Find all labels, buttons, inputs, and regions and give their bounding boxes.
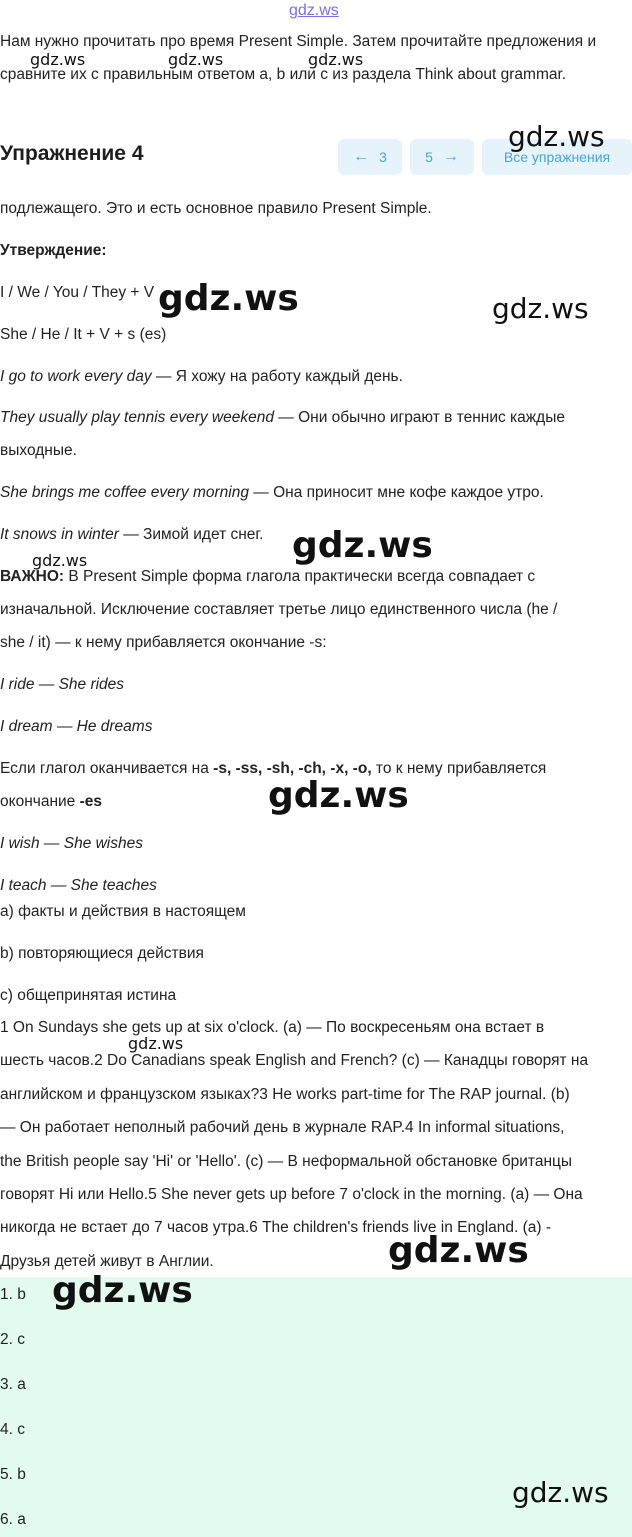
answer-item: 2. c — [0, 1331, 25, 1348]
watermark: gdz.ws — [128, 1034, 184, 1053]
example-line: I dream — He dreams — [0, 718, 153, 735]
example-line: It snows in winter — Зимой идет снег. — [0, 526, 264, 543]
watermark: gdz.ws — [52, 1270, 193, 1311]
watermark: gdz.ws — [512, 1476, 609, 1509]
answer-item: 6. a — [0, 1511, 26, 1528]
solution-line: никогда не встает до 7 часов утра.6 The children's friends live in England. (a) - — [0, 1219, 552, 1236]
text-line: окончание -es — [0, 793, 103, 810]
solution-line: английском и французском языках?3 He works part-time for The RAP journal. (b) — [0, 1086, 570, 1103]
example-line: I ride — She rides — [0, 676, 125, 693]
example-line: I teach — She teaches — [0, 877, 157, 894]
example-line: I go to work every day — Я хожу на работу каждый день. — [0, 368, 403, 385]
note-line: ВАЖНО: В Present Simple форма глагола практически всегда совпадает с — [0, 568, 536, 585]
watermark: gdz.ws — [268, 775, 409, 816]
text-line: изначальной. Исключение составляет третье лицо единственного числа (he / — [0, 601, 558, 618]
formula-line: She / He / It + V + s (es) — [0, 326, 167, 343]
watermark: gdz.ws — [492, 292, 589, 325]
solution-line: — Он работает неполный рабочий день в журнале RAP.4 In informal situations, — [0, 1119, 565, 1136]
example-line: She brings me coffee every morning — Она приносит мне кофе каждое утро. — [0, 484, 544, 501]
intro-text: Нам нужно прочитать про время Present Simple. Затем прочитайте предложения и сравните их с правильным ответом a, b или c из раздела Think about grammar. — [0, 33, 597, 83]
solution-line: the British people say 'Hi' or 'Hello'. (c) — В неформальной обстановке британцы — [0, 1153, 573, 1170]
all-exercises-button[interactable]: Все упражнения — [482, 139, 632, 175]
affirmative-heading: Утверждение: — [0, 242, 107, 259]
watermark: gdz.ws — [292, 525, 433, 566]
next-exercise-button[interactable]: 5 → — [410, 139, 474, 175]
grammar-option: b) повторяющиеся действия — [0, 945, 204, 962]
watermark: gdz.ws — [168, 50, 224, 69]
solution-line: 1 On Sundays she gets up at six o'clock. (a) — По воскресеньям она встает в — [0, 1019, 545, 1036]
text-line: выходные. — [0, 442, 77, 459]
answer-item: 5. b — [0, 1466, 26, 1483]
answer-item: 4. c — [0, 1421, 25, 1438]
grammar-option: a) факты и действия в настоящем — [0, 903, 246, 920]
exercise-title: Упражнение 4 — [0, 142, 144, 165]
watermark: gdz.ws — [508, 120, 605, 153]
arrow-right-icon: → — [442, 148, 459, 165]
solution-line: Друзья детей живут в Англии. — [0, 1253, 214, 1270]
example-line: I wish — She wishes — [0, 835, 143, 852]
arrow-left-icon: ← — [353, 148, 370, 165]
text-line: she / it) — к нему прибавляется окончание -s: — [0, 634, 327, 651]
watermark: gdz.ws — [158, 278, 299, 319]
answer-item: 3. a — [0, 1376, 26, 1393]
text-line: Если глагол оканчивается на -s, -ss, -sh, -ch, -x, -o, то к нему прибавляется — [0, 760, 547, 777]
watermark: gdz.ws — [30, 50, 86, 69]
formula-line: I / We / You / They + V — [0, 284, 155, 301]
text-line: подлежащего. Это и есть основное правило Present Simple. — [0, 200, 432, 217]
watermark: gdz.ws — [32, 551, 88, 570]
example-line: They usually play tennis every weekend — Они обычно играют в теннис каждые — [0, 409, 565, 426]
answer-item: 1. b — [0, 1286, 26, 1303]
site-link[interactable]: gdz.ws — [289, 2, 339, 19]
solution-line: говорят Hi или Hello.5 She never gets up before 7 o'clock in the morning. (a) — Она — [0, 1186, 583, 1203]
prev-exercise-button[interactable]: ← 3 — [338, 139, 402, 175]
watermark: gdz.ws — [388, 1230, 529, 1271]
grammar-option: c) общепринятая истина — [0, 987, 177, 1004]
solution-line: шесть часов.2 Do Canadians speak English and French? (c) — Канадцы говорят на — [0, 1052, 589, 1069]
watermark: gdz.ws — [308, 50, 364, 69]
